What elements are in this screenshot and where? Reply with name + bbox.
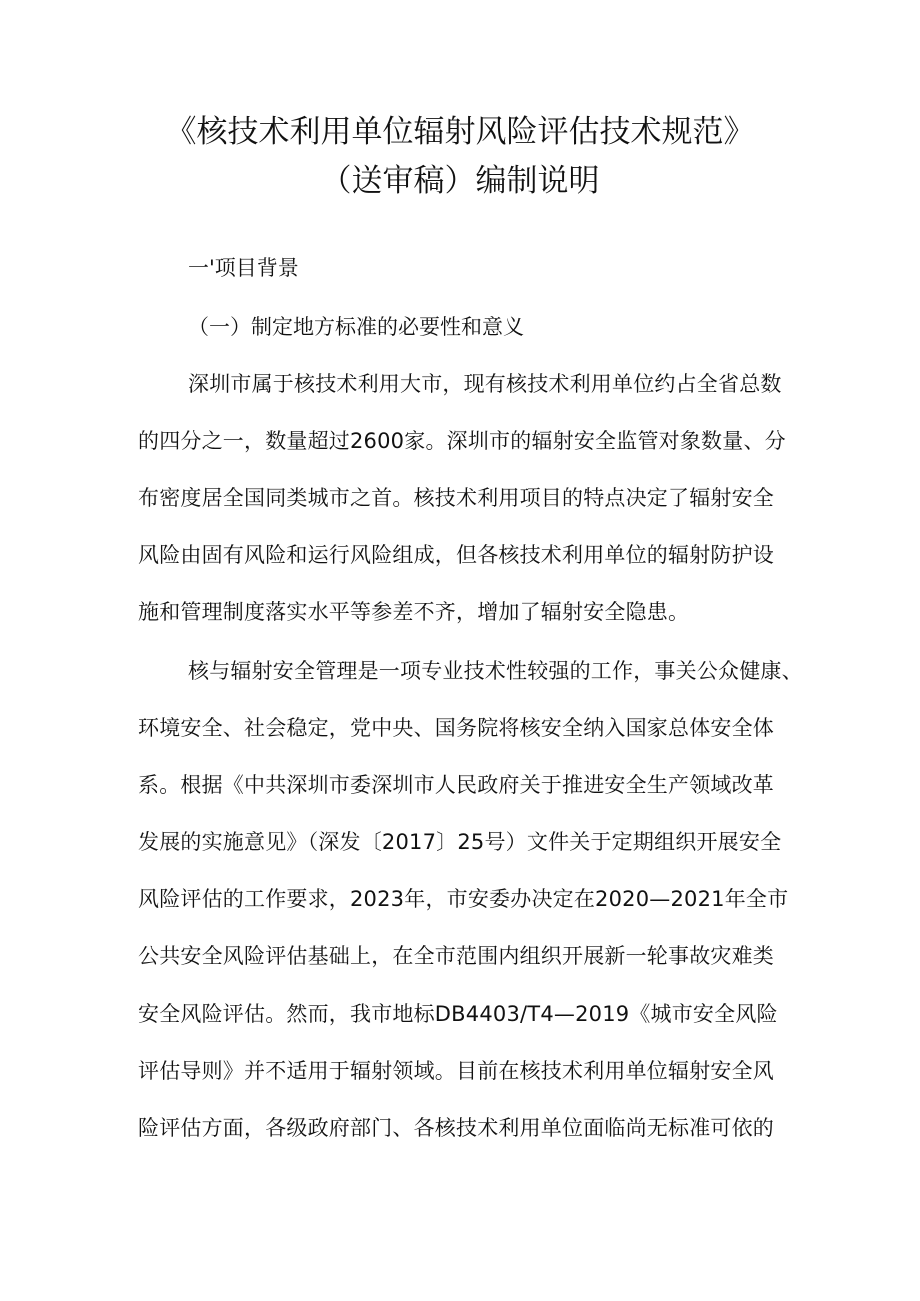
paragraph-2-line: 环境安全、社会稳定，党中央、国务院将核安全纳入国家总体安全体: [138, 716, 774, 740]
paragraph-1-line: 施和管理制度落实水平等参差不齐，增加了辐射安全隐患。: [138, 600, 690, 624]
paragraph-1-line: 的四分之一，数量超过2600家。深圳市的辐射安全监管对象数量、分: [138, 429, 786, 453]
paragraph-2-line: 评估导则》并不适用于辐射领域。目前在核技术利用单位辐射安全风: [138, 1059, 774, 1083]
paragraph-2-line: 公共安全风险评估基础上，在全市范围内组织开展新一轮事故灾难类: [138, 944, 774, 968]
paragraph-2-line: 核与辐射安全管理是一项专业技术性较强的工作，事关公众健康、: [188, 659, 803, 683]
document-title-line-2: （送审稿）编制说明: [320, 163, 600, 199]
subsection-heading: （一）制定地方标准的必要性和意义: [188, 315, 524, 339]
paragraph-1-line: 风险由固有风险和运行风险组成，但各核技术利用单位的辐射防护设: [138, 543, 774, 567]
paragraph-1-line: 深圳市属于核技术利用大市，现有核技术利用单位约占全省总数: [188, 372, 782, 396]
paragraph-2-line: 系。根据《中共深圳市委深圳市人民政府关于推进安全生产领域改革: [138, 773, 774, 797]
paragraph-2-line: 安全风险评估。然而，我市地标DB4403/T4—2019《城市安全风险: [138, 1002, 778, 1026]
section-heading: 一'项目背景: [188, 256, 299, 280]
paragraph-2-line: 发展的实施意见》（深发〔2017〕25号）文件关于定期组织开展安全: [138, 830, 782, 854]
paragraph-1-line: 布密度居全国同类城市之首。核技术利用项目的特点决定了辐射安全: [138, 486, 774, 510]
document-title-line-1: 《核技术利用单位辐射风险评估技术规范》: [165, 114, 755, 150]
paragraph-2-line: 风险评估的工作要求，2023年，市安委办决定在2020—2021年全市: [138, 887, 789, 911]
paragraph-2-line: 险评估方面，各级政府部门、各核技术利用单位面临尚无标准可依的: [138, 1116, 774, 1140]
